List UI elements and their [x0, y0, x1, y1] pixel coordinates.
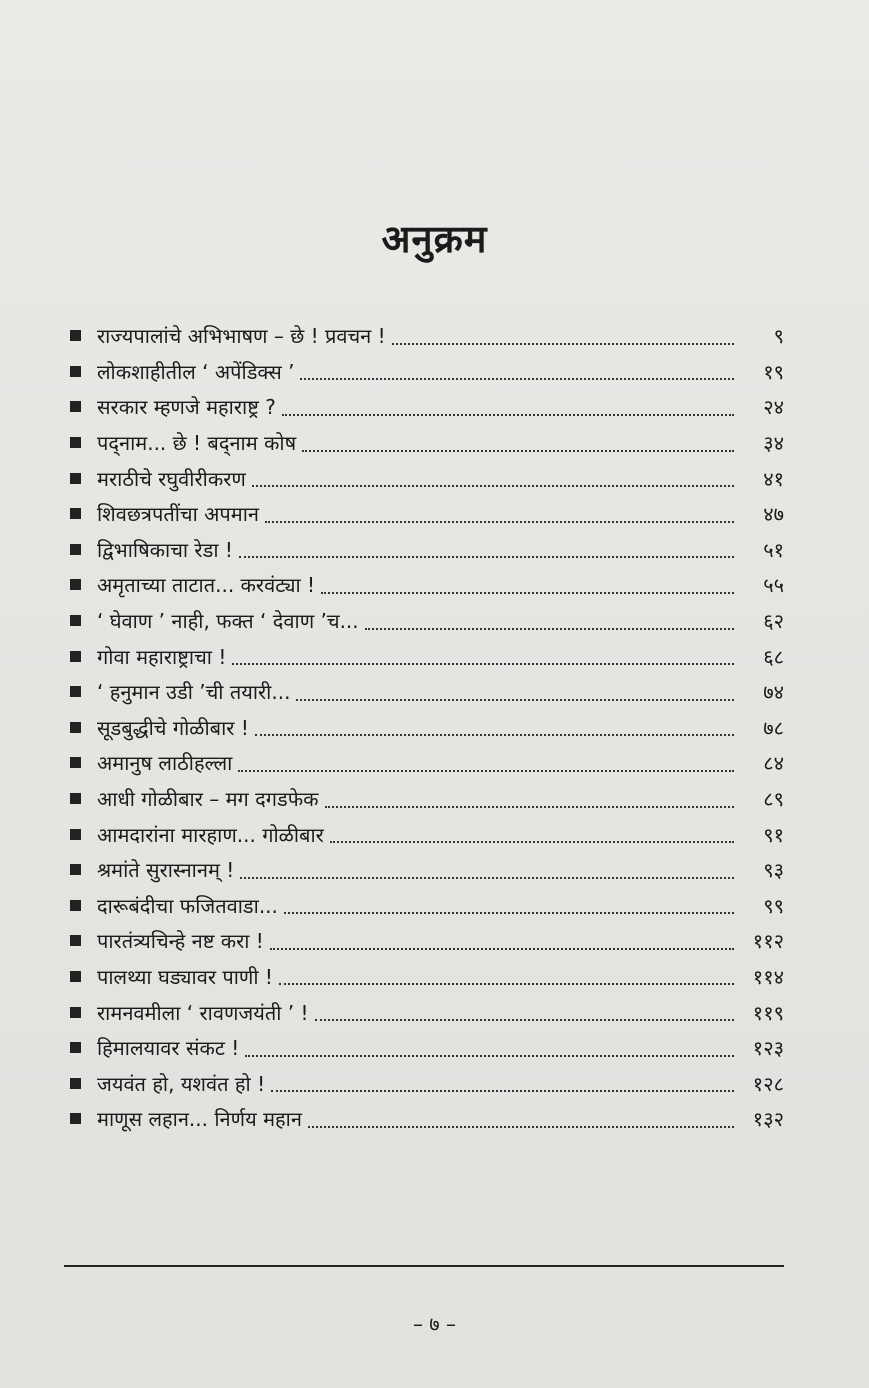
square-bullet-icon	[70, 651, 81, 662]
dot-leader	[270, 948, 734, 950]
toc-entry-page-number: १२३	[752, 1036, 784, 1061]
toc-entry-title: लोकशाहीतील ‘ अपेंडिक्स ’	[97, 359, 295, 384]
toc-entry-page-number: ८९	[763, 787, 784, 812]
square-bullet-icon	[70, 366, 81, 377]
toc-entry-page-number: ९१	[763, 822, 784, 847]
square-bullet-icon	[70, 864, 81, 875]
divider-line	[64, 1265, 784, 1267]
toc-entry-page-number: ५५	[763, 573, 784, 598]
toc-entry-title: गोवा महाराष्ट्राचा !	[97, 644, 227, 669]
square-bullet-icon	[70, 544, 81, 555]
toc-entry	[64, 389, 784, 425]
dot-leader	[255, 734, 734, 736]
toc-entry-title: मराठीचे रघुवीरीकरण	[97, 466, 246, 491]
dot-leader	[239, 556, 734, 558]
dot-leader	[252, 485, 734, 487]
toc-entry	[64, 816, 784, 852]
square-bullet-icon	[70, 437, 81, 448]
toc-entry	[64, 425, 784, 461]
toc-entry	[64, 603, 784, 639]
toc-entry-page-number: ८४	[763, 751, 784, 776]
toc-entry-page-number: १३२	[752, 1107, 784, 1132]
toc-entry	[64, 496, 784, 532]
toc-entry	[64, 460, 784, 496]
dot-leader	[365, 628, 734, 630]
toc-entry-title: दारूबंदीचा फजितवाडा...	[97, 893, 278, 918]
toc-entry-title: हिमालयावर संकट !	[97, 1036, 240, 1061]
toc-entry-page-number: ११९	[752, 1000, 784, 1025]
toc-entry-title: पालथ्या घड्यावर पाणी !	[97, 964, 273, 989]
toc-entry	[64, 959, 784, 995]
toc-entry-title: राज्यपालांचे अभिभाषण – छे ! प्रवचन !	[97, 324, 386, 349]
toc-entry	[64, 674, 784, 710]
square-bullet-icon	[70, 1113, 81, 1124]
toc-entry	[64, 1030, 784, 1066]
toc-entry	[64, 710, 784, 746]
toc-entry-title: ‘ हनुमान उडी ’ची तयारी...	[97, 680, 291, 705]
square-bullet-icon	[70, 508, 81, 519]
toc-entry-title: रामनवमीला ‘ रावणजयंती ’ !	[97, 1000, 309, 1025]
toc-entry-page-number: ६२	[763, 609, 784, 634]
toc-entry	[64, 745, 784, 781]
toc-entry-page-number: १९	[763, 359, 784, 384]
toc-entry-page-number: ७४	[763, 680, 784, 705]
toc-entry	[64, 781, 784, 817]
toc-entry	[64, 923, 784, 959]
toc-entry-title: सरकार म्हणजे महाराष्ट्र ?	[97, 395, 276, 420]
dot-leader	[308, 1126, 734, 1128]
toc-entry-page-number: ६८	[763, 644, 784, 669]
dot-leader	[325, 806, 734, 808]
page-title: अनुक्रम	[381, 217, 488, 261]
toc-entry	[64, 1065, 784, 1101]
square-bullet-icon	[70, 722, 81, 733]
toc-entry-title: सूडबुद्धीचे गोळीबार !	[97, 715, 249, 740]
toc-entry	[64, 994, 784, 1030]
toc-entry-title: आमदारांना मारहाण... गोळीबार	[97, 822, 324, 847]
toc-entry	[64, 567, 784, 603]
dot-leader	[392, 343, 734, 345]
dot-leader	[265, 521, 734, 523]
square-bullet-icon	[70, 1007, 81, 1018]
square-bullet-icon	[70, 935, 81, 946]
toc-entry	[64, 638, 784, 674]
dot-leader	[321, 592, 734, 594]
dot-leader	[302, 450, 734, 452]
dot-leader	[296, 699, 734, 701]
toc-entry-page-number: ९	[773, 324, 784, 349]
dot-leader	[282, 414, 734, 416]
toc-entry-page-number: ११२	[752, 929, 784, 954]
dot-leader	[279, 983, 734, 985]
toc-entry-page-number: १२८	[752, 1071, 784, 1096]
dot-leader	[315, 1019, 734, 1021]
square-bullet-icon	[70, 686, 81, 697]
dot-leader	[238, 770, 734, 772]
square-bullet-icon	[70, 1042, 81, 1053]
toc-entry-title: अमृताच्या ताटात... करवंट्या !	[97, 573, 316, 598]
square-bullet-icon	[70, 615, 81, 626]
toc-entry-page-number: ५१	[763, 537, 784, 562]
dot-leader	[245, 1055, 734, 1057]
toc-entry-title: पारतंत्र्यचिन्हे नष्ट करा !	[97, 929, 264, 954]
toc-entry-title: पद्नाम... छे ! बद्नाम कोष	[97, 431, 297, 456]
square-bullet-icon	[70, 829, 81, 840]
toc-entry-page-number: २४	[763, 395, 784, 420]
square-bullet-icon	[70, 473, 81, 484]
toc-entry-page-number: ४७	[763, 502, 784, 527]
square-bullet-icon	[70, 900, 81, 911]
toc-entry-title: द्विभाषिकाचा रेडा !	[97, 537, 233, 562]
toc-entry-title: आधी गोळीबार – मग दगडफेक	[97, 787, 319, 812]
toc-entry-title: शिवछत्रपतींचा अपमान	[97, 502, 260, 527]
dot-leader	[300, 378, 734, 380]
square-bullet-icon	[70, 971, 81, 982]
toc-entry-title: ‘ घेवाण ’ नाही, फक्त ‘ देवाण ’च...	[97, 609, 359, 634]
toc-entry-page-number: ११४	[752, 964, 784, 989]
toc-entry-page-number: ४१	[763, 466, 784, 491]
toc-entry-page-number: ९३	[763, 858, 784, 883]
toc-entry-page-number: ३४	[763, 431, 784, 456]
page-number: – ७ –	[412, 1312, 457, 1336]
dot-leader	[232, 663, 734, 665]
toc-entry-page-number: ९९	[763, 893, 784, 918]
square-bullet-icon	[70, 401, 81, 412]
toc-entry	[64, 888, 784, 924]
table-of-contents	[64, 318, 784, 1137]
square-bullet-icon	[70, 757, 81, 768]
square-bullet-icon	[70, 579, 81, 590]
dot-leader	[284, 912, 734, 914]
toc-entry	[64, 318, 784, 354]
toc-entry-title: जयवंत हो, यशवंत हो !	[97, 1071, 266, 1096]
toc-entry	[64, 532, 784, 568]
toc-entry-title: श्रमांते सुरास्नानम् !	[97, 858, 235, 883]
dot-leader	[271, 1090, 734, 1092]
toc-entry	[64, 1101, 784, 1137]
toc-entry-page-number: ७८	[763, 715, 784, 740]
dot-leader	[330, 841, 734, 843]
toc-entry-title: माणूस लहान... निर्णय महान	[97, 1107, 302, 1132]
square-bullet-icon	[70, 330, 81, 341]
square-bullet-icon	[70, 793, 81, 804]
toc-entry-title: अमानुष लाठीहल्ला	[97, 751, 233, 776]
dot-leader	[240, 877, 734, 879]
toc-entry	[64, 354, 784, 390]
toc-entry	[64, 852, 784, 888]
square-bullet-icon	[70, 1078, 81, 1089]
